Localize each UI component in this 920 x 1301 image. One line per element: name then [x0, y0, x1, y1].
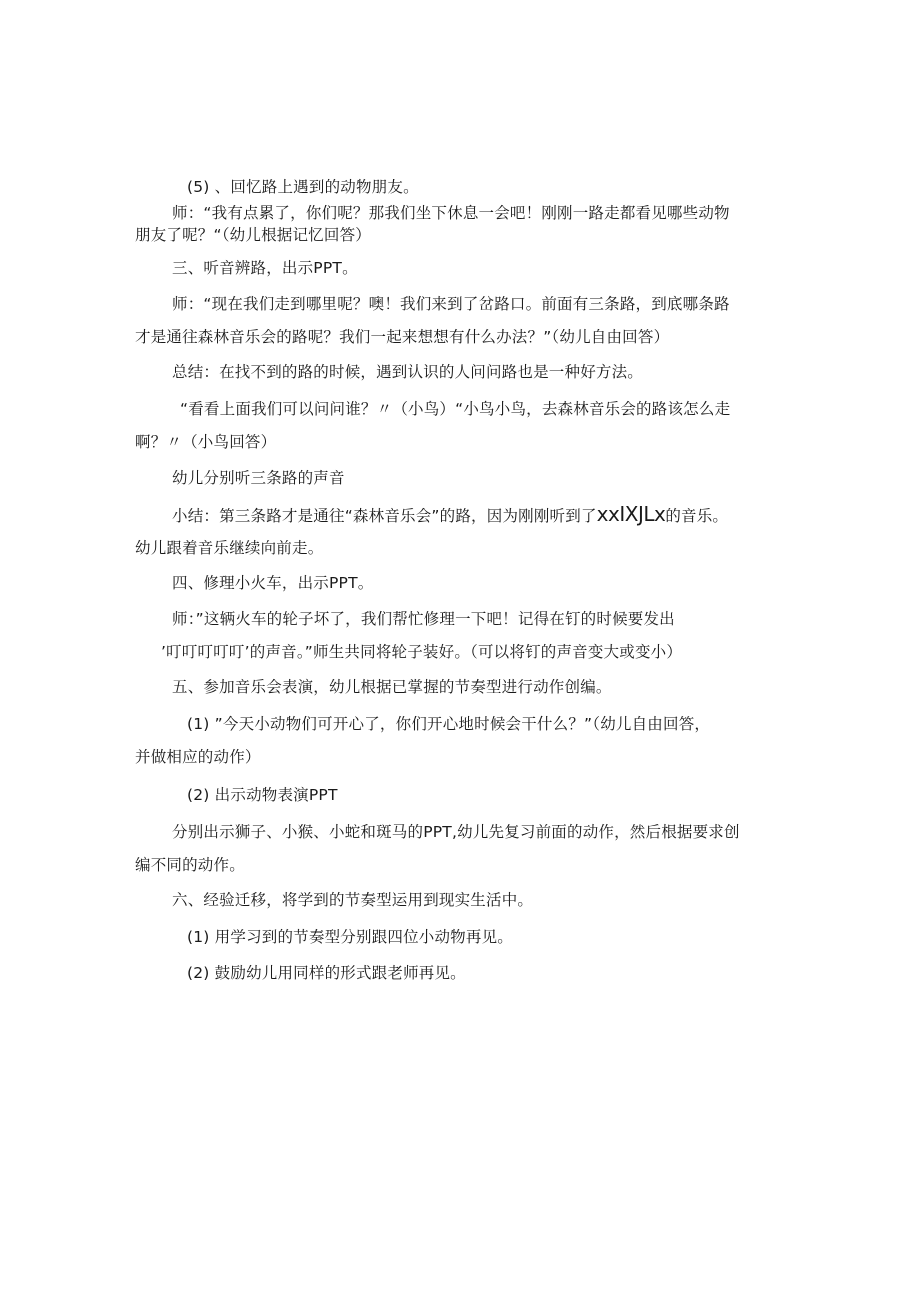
paragraph-line: “看看上面我们可以问问谁？〃（小鸟）“小鸟小鸟，去森林音乐会的路该怎么走 [180, 400, 731, 418]
paragraph-line: 师：“我有点累了，你们呢？那我们坐下休息一会吧！刚刚一路走都看见哪些动物 [172, 204, 730, 222]
list-item: (2) 出示动物表演PPT [187, 786, 338, 804]
section-6-heading: 六、经验迁移，将学到的节奏型运用到现实生活中。 [172, 891, 534, 909]
conclusion-text-end: 的音乐。 [665, 507, 729, 525]
paragraph-line: 才是通往森林音乐会的路呢？我们一起来想想有什么办法？”（幼儿自由回答） [135, 328, 670, 346]
paragraph-line: 并做相应的动作） [135, 748, 261, 766]
conclusion-line [172, 503, 728, 527]
paragraph-line: 师：“现在我们走到哪里呢？噢！我们来到了岔路口。前面有三条路，到底哪条路 [172, 295, 730, 313]
paragraph-line: 师：”这辆火车的轮子坏了，我们帮忙修理一下吧！记得在钉的时候要发出 [172, 610, 675, 628]
section-5-heading: (5) 、回忆路上遇到的动物朋友。 [187, 178, 419, 196]
section-4-heading: 四、修理小火车，出示PPT。 [172, 574, 374, 592]
list-item: (2) 鼓励幼儿用同样的形式跟老师再见。 [187, 964, 466, 982]
paragraph-line: 幼儿跟着音乐继续向前走。 [135, 539, 324, 557]
paragraph-line: 分别出示狮子、小猴、小蛇和斑马的PPT,幼儿先复习前面的动作，然后根据要求创 [172, 823, 740, 841]
paragraph-line: ’叮叮叮叮叮’的声音。”师生共同将轮子装好。（可以将钉的声音变大或变小） [161, 643, 683, 661]
paragraph-line: 朋友了呢？“（幼儿根据记忆回答） [135, 226, 371, 244]
paragraph-line: 幼儿分别听三条路的声音 [172, 469, 345, 487]
paragraph-line: 编不同的动作。 [135, 856, 245, 874]
conclusion-text: 小结：第三条路才是通往“森林音乐会”的路，因为刚刚听到了 [172, 507, 597, 525]
list-item: (1) 用学习到的节奏型分别跟四位小动物再见。 [187, 928, 513, 946]
section-5-heading-main: 五、参加音乐会表演，幼儿根据已掌握的节奏型进行动作创编。 [172, 678, 612, 696]
rhythm-notation: xxIXJLx [596, 502, 666, 526]
summary-line: 总结：在找不到的路的时候，遇到认识的人问问路也是一种好方法。 [172, 363, 644, 381]
paragraph-line: 啊？〃（小鸟回答） [135, 433, 277, 451]
paragraph-line: (1) ”今天小动物们可开心了，你们开心地时候会干什么？”（幼儿自由回答， [187, 715, 711, 733]
section-3-heading: 三、听音辨路，出示PPT。 [172, 259, 358, 277]
